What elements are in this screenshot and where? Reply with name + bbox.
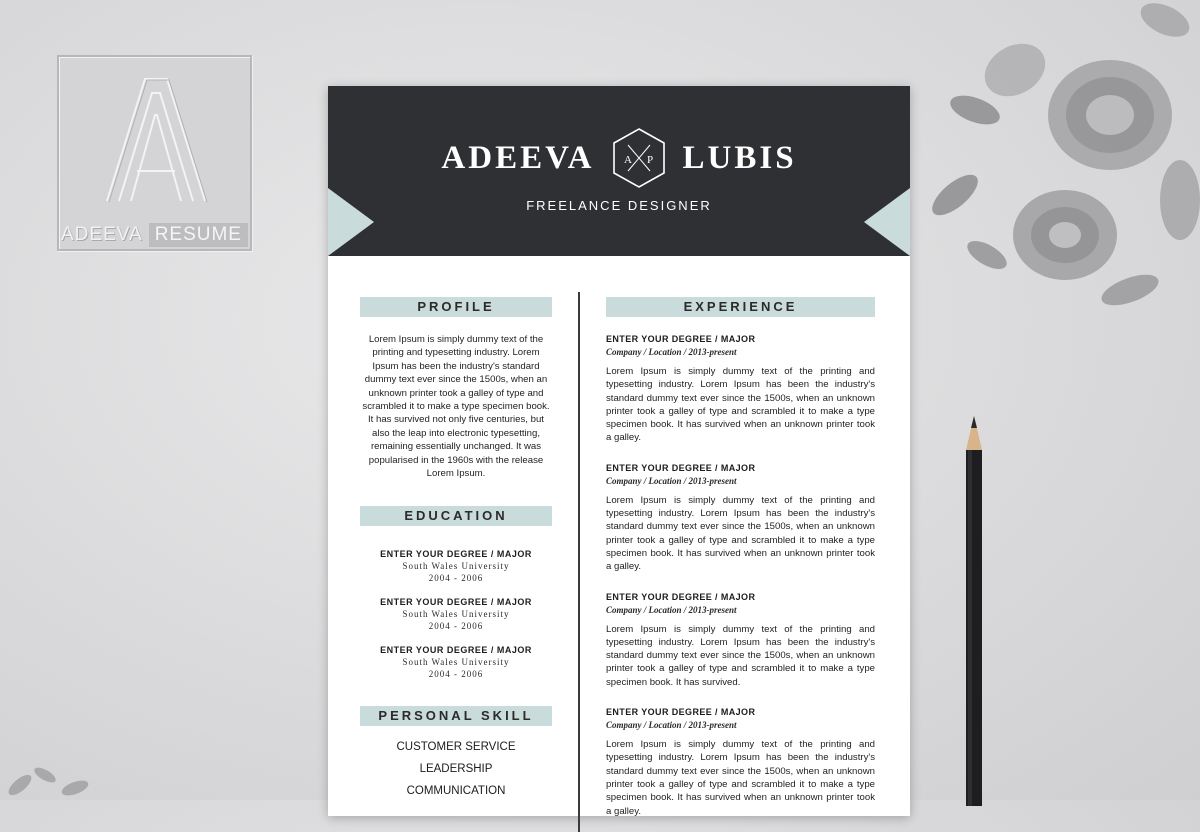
education-heading: EDUCATION	[360, 506, 552, 526]
experience-text: Lorem Ipsum is simply dummy text of the printing and typesetting industry. Lorem Ipsum has been the industry's standard dummy text ever since the 1500s, when an unknown printer took a galley of type and scrambled it to make a type specimen book. It has survived.	[606, 623, 875, 688]
resume-paper	[328, 86, 910, 816]
experience-text: Lorem Ipsum is simply dummy text of the printing and typesetting industry. Lorem Ipsum has been the industry's standard dummy text ever since the 1500s, when an unknown printer took a galley of type and scrambled it to make a type specimen book. It has survived when an unknown printer took a galley.	[606, 366, 875, 444]
flower-decoration-icon	[915, 0, 1200, 320]
monogram-left: A	[623, 154, 632, 166]
pencil-icon	[962, 416, 986, 806]
education-years: 2004 - 2006	[428, 669, 484, 680]
education-school: South Wales University	[402, 561, 510, 572]
experience-item	[606, 706, 875, 818]
job-title: FREELANCE DESIGNER	[526, 198, 712, 213]
experience-text: Lorem Ipsum is simply dummy text of the printing and typesetting industry. Lorem Ipsum has been the industry's standard dummy text ever since the 1500s, when an unknown printer took a galley of type and scrambled it to make a type specimen book. It has survived when an unknown printer took a galley.	[606, 494, 875, 573]
brand-letter-a-icon	[97, 71, 215, 211]
column-divider	[578, 292, 580, 832]
experience-heading: EXPERIENCE	[606, 297, 875, 317]
experience-degree: ENTER YOUR DEGREE / MAJOR	[606, 462, 756, 473]
education-degree: ENTER YOUR DEGREE / MAJOR	[380, 549, 532, 560]
education-degree: ENTER YOUR DEGREE / MAJOR	[380, 645, 532, 656]
education-school: South Wales University	[402, 657, 510, 668]
brand-wordmark	[59, 221, 250, 249]
education-item	[360, 644, 552, 680]
experience-company: Company / Location / 2013-present	[606, 347, 737, 357]
experience-degree: ENTER YOUR DEGREE / MAJOR	[606, 707, 756, 718]
right-column	[606, 297, 875, 818]
brand-word-adeeva: ADEEVA	[61, 224, 143, 245]
header-accent-left	[328, 188, 374, 256]
experience-degree: ENTER YOUR DEGREE / MAJOR	[606, 591, 756, 602]
monogram-hexagon-icon	[611, 127, 667, 189]
resume-header	[328, 86, 910, 256]
experience-text: Lorem Ipsum is simply dummy text of the printing and typesetting industry. Lorem Ipsum has been the industry's standard dummy text ever since the 1500s, when an unknown printer took a galley of type and scrambled it to make a type specimen book. It has survived when an unknown printer took a galley.	[606, 739, 875, 817]
skills-heading: PERSONAL SKILL	[360, 706, 552, 726]
flower-sprig-icon	[0, 750, 110, 800]
experience-item	[606, 591, 875, 689]
last-name: LUBIS	[682, 139, 797, 176]
first-name: ADEEVA	[441, 139, 595, 176]
experience-item	[606, 333, 875, 445]
left-column	[360, 297, 552, 802]
experience-item	[606, 462, 875, 574]
skill-item: COMMUNICATION	[406, 785, 506, 798]
skill-item: CUSTOMER SERVICE	[396, 741, 516, 754]
monogram-right: P	[646, 154, 653, 166]
education-item	[360, 596, 552, 632]
experience-company: Company / Location / 2013-present	[606, 475, 737, 486]
education-item	[360, 548, 552, 584]
name-row	[328, 128, 910, 188]
experience-company: Company / Location / 2013-present	[606, 720, 737, 731]
brand-logo	[57, 55, 252, 251]
profile-heading: PROFILE	[360, 297, 552, 317]
header-accent-right	[864, 188, 910, 256]
experience-degree: ENTER YOUR DEGREE / MAJOR	[606, 334, 756, 344]
education-school: South Wales University	[402, 609, 510, 620]
education-degree: ENTER YOUR DEGREE / MAJOR	[380, 597, 532, 608]
experience-company: Company / Location / 2013-present	[606, 604, 737, 615]
profile-text: Lorem Ipsum is simply dummy text of the printing and typesetting industry. Lorem Ipsum has been the industry's standard dummy text ever since the 1500s, when an unknown printer took a galley of type and scrambled it to make a type specimen book. It has survived not only five centuries, but also the leap into electronic typesetting, remaining essentially unchanged. It was popularised in the 1960s with the release Lorem Ipsum.	[362, 334, 550, 480]
education-years: 2004 - 2006	[428, 573, 484, 584]
education-years: 2004 - 2006	[428, 621, 484, 632]
skill-item: LEADERSHIP	[419, 763, 493, 776]
brand-word-resume: RESUME	[149, 223, 248, 247]
